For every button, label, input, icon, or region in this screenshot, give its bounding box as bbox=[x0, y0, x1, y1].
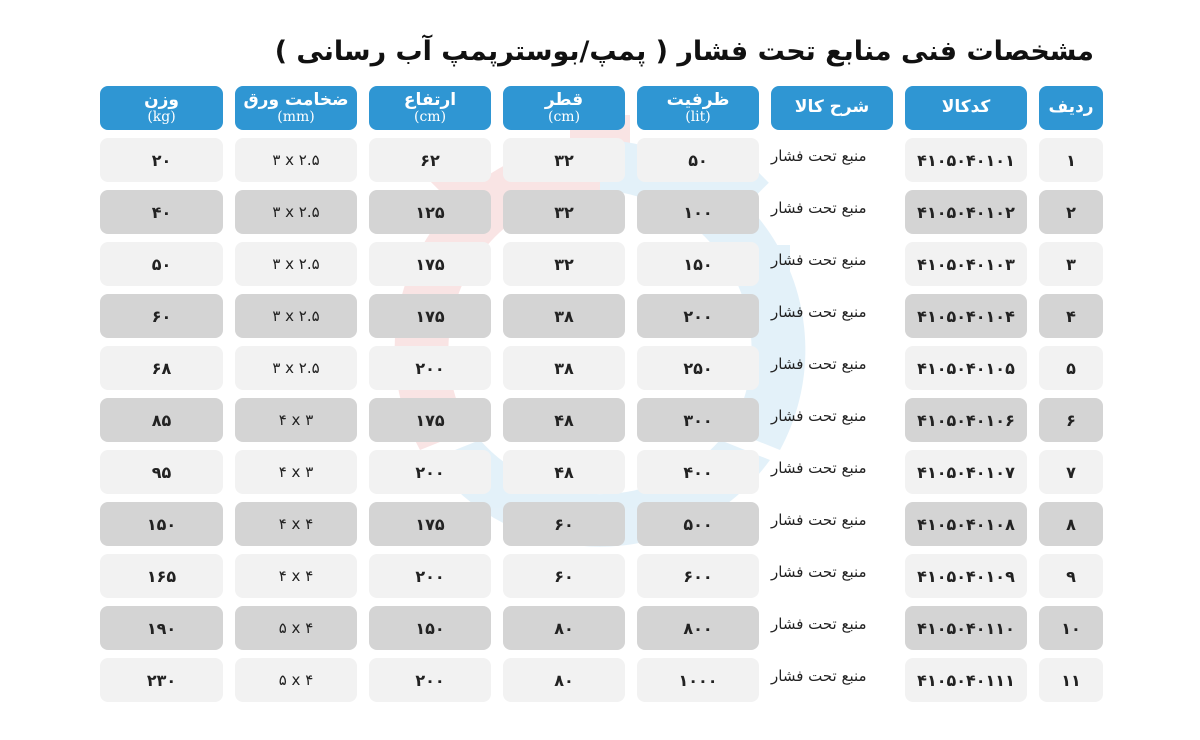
cell-weight: ۱۹۰ bbox=[100, 606, 223, 650]
header-label: قطر bbox=[544, 89, 584, 110]
cell-product-code: ۴۱۰۵۰۴۰۱۰۳ bbox=[905, 242, 1027, 286]
cell-diameter: ۳۲ bbox=[503, 242, 625, 286]
header-label: کدکالا bbox=[941, 97, 991, 118]
cell-height: ۲۰۰ bbox=[369, 346, 491, 390]
header-height bbox=[369, 86, 491, 130]
cell-row-number: ۱۱ bbox=[1039, 658, 1103, 702]
header-unit: (kg) bbox=[147, 108, 176, 125]
cell-product-code: ۴۱۰۵۰۴۰۱۰۱ bbox=[905, 138, 1027, 182]
header-label: ظرفیت bbox=[666, 89, 730, 110]
cell-height: ۱۲۵ bbox=[369, 190, 491, 234]
cell-height: ۲۰۰ bbox=[369, 450, 491, 494]
cell-row-number: ۳ bbox=[1039, 242, 1103, 286]
cell-product-code: ۴۱۰۵۰۴۰۱۰۷ bbox=[905, 450, 1027, 494]
cell-sheet-thickness: ۳ x ۲.۵ bbox=[235, 190, 357, 234]
cell-sheet-thickness: ۵ x ۴ bbox=[235, 606, 357, 650]
cell-product-code: ۴۱۰۵۰۴۰۱۰۸ bbox=[905, 502, 1027, 546]
cell-capacity: ۳۰۰ bbox=[637, 398, 759, 442]
cell-capacity: ۲۰۰ bbox=[637, 294, 759, 338]
cell-description: منبع تحت فشار bbox=[771, 459, 867, 477]
cell-row-number: ۲ bbox=[1039, 190, 1103, 234]
cell-product-code: ۴۱۰۵۰۴۰۱۰۴ bbox=[905, 294, 1027, 338]
cell-height: ۱۵۰ bbox=[369, 606, 491, 650]
cell-weight: ۲۳۰ bbox=[100, 658, 223, 702]
header-label: شرح کالا bbox=[794, 97, 870, 118]
page-title: مشخصات فنی منابع تحت فشار ( پمپ/بوسترپمپ آب رسانی ) bbox=[274, 36, 1094, 67]
cell-capacity: ۶۰۰ bbox=[637, 554, 759, 598]
cell-diameter: ۳۸ bbox=[503, 294, 625, 338]
cell-diameter: ۶۰ bbox=[503, 502, 625, 546]
cell-sheet-thickness: ۳ x ۲.۵ bbox=[235, 138, 357, 182]
cell-weight: ۵۰ bbox=[100, 242, 223, 286]
cell-description: منبع تحت فشار bbox=[771, 251, 867, 269]
header-label: ضخامت ورق bbox=[243, 89, 349, 110]
cell-description: منبع تحت فشار bbox=[771, 407, 867, 425]
cell-capacity: ۵۰ bbox=[637, 138, 759, 182]
cell-capacity: ۵۰۰ bbox=[637, 502, 759, 546]
header-unit: (mm) bbox=[277, 108, 315, 125]
cell-height: ۱۷۵ bbox=[369, 294, 491, 338]
cell-product-code: ۴۱۰۵۰۴۰۱۰۹ bbox=[905, 554, 1027, 598]
spec-table bbox=[100, 86, 1103, 702]
cell-capacity: ۴۰۰ bbox=[637, 450, 759, 494]
cell-row-number: ۷ bbox=[1039, 450, 1103, 494]
cell-sheet-thickness: ۴ x ۳ bbox=[235, 398, 357, 442]
cell-diameter: ۶۰ bbox=[503, 554, 625, 598]
cell-weight: ۱۶۵ bbox=[100, 554, 223, 598]
header-row-number bbox=[1039, 86, 1103, 130]
cell-diameter: ۸۰ bbox=[503, 658, 625, 702]
header-sheet-thickness bbox=[235, 86, 357, 130]
cell-height: ۱۷۵ bbox=[369, 242, 491, 286]
header-capacity bbox=[637, 86, 759, 130]
cell-diameter: ۳۲ bbox=[503, 190, 625, 234]
cell-diameter: ۳۸ bbox=[503, 346, 625, 390]
header-weight bbox=[100, 86, 223, 130]
header-label: ردیف bbox=[1048, 97, 1094, 118]
cell-description: منبع تحت فشار bbox=[771, 355, 867, 373]
cell-weight: ۹۵ bbox=[100, 450, 223, 494]
cell-height: ۲۰۰ bbox=[369, 658, 491, 702]
cell-description: منبع تحت فشار bbox=[771, 511, 867, 529]
cell-product-code: ۴۱۰۵۰۴۰۱۰۶ bbox=[905, 398, 1027, 442]
header-label: وزن bbox=[144, 89, 179, 110]
cell-weight: ۲۰ bbox=[100, 138, 223, 182]
cell-diameter: ۳۲ bbox=[503, 138, 625, 182]
header-unit: (cm) bbox=[413, 108, 447, 125]
cell-product-code: ۴۱۰۵۰۴۰۱۰۵ bbox=[905, 346, 1027, 390]
cell-capacity: ۸۰۰ bbox=[637, 606, 759, 650]
cell-weight: ۸۵ bbox=[100, 398, 223, 442]
header-label: ارتفاع bbox=[403, 89, 457, 110]
cell-height: ۶۲ bbox=[369, 138, 491, 182]
cell-weight: ۶۰ bbox=[100, 294, 223, 338]
cell-row-number: ۱۰ bbox=[1039, 606, 1103, 650]
cell-height: ۱۷۵ bbox=[369, 502, 491, 546]
cell-weight: ۶۸ bbox=[100, 346, 223, 390]
cell-diameter: ۸۰ bbox=[503, 606, 625, 650]
cell-description: منبع تحت فشار bbox=[771, 615, 867, 633]
cell-description: منبع تحت فشار bbox=[771, 303, 867, 321]
cell-diameter: ۴۸ bbox=[503, 398, 625, 442]
cell-row-number: ۵ bbox=[1039, 346, 1103, 390]
header-product-code bbox=[905, 86, 1027, 130]
cell-row-number: ۶ bbox=[1039, 398, 1103, 442]
cell-product-code: ۴۱۰۵۰۴۰۱۱۱ bbox=[905, 658, 1027, 702]
header-unit: (cm) bbox=[547, 108, 581, 125]
cell-description: منبع تحت فشار bbox=[771, 667, 867, 685]
cell-description: منبع تحت فشار bbox=[771, 199, 867, 217]
cell-row-number: ۹ bbox=[1039, 554, 1103, 598]
cell-sheet-thickness: ۳ x ۲.۵ bbox=[235, 242, 357, 286]
cell-row-number: ۸ bbox=[1039, 502, 1103, 546]
cell-capacity: ۲۵۰ bbox=[637, 346, 759, 390]
cell-sheet-thickness: ۵ x ۴ bbox=[235, 658, 357, 702]
cell-weight: ۴۰ bbox=[100, 190, 223, 234]
header-description bbox=[771, 86, 893, 130]
header-unit: (lit) bbox=[685, 108, 711, 125]
header-diameter bbox=[503, 86, 625, 130]
cell-height: ۲۰۰ bbox=[369, 554, 491, 598]
cell-sheet-thickness: ۳ x ۲.۵ bbox=[235, 294, 357, 338]
cell-diameter: ۴۸ bbox=[503, 450, 625, 494]
cell-capacity: ۱۰۰ bbox=[637, 190, 759, 234]
cell-capacity: ۱۵۰ bbox=[637, 242, 759, 286]
cell-description: منبع تحت فشار bbox=[771, 147, 867, 165]
cell-capacity: ۱۰۰۰ bbox=[637, 658, 759, 702]
cell-sheet-thickness: ۴ x ۴ bbox=[235, 502, 357, 546]
cell-sheet-thickness: ۴ x ۴ bbox=[235, 554, 357, 598]
cell-row-number: ۴ bbox=[1039, 294, 1103, 338]
cell-height: ۱۷۵ bbox=[369, 398, 491, 442]
cell-sheet-thickness: ۴ x ۳ bbox=[235, 450, 357, 494]
cell-description: منبع تحت فشار bbox=[771, 563, 867, 581]
cell-sheet-thickness: ۳ x ۲.۵ bbox=[235, 346, 357, 390]
cell-weight: ۱۵۰ bbox=[100, 502, 223, 546]
cell-product-code: ۴۱۰۵۰۴۰۱۱۰ bbox=[905, 606, 1027, 650]
cell-product-code: ۴۱۰۵۰۴۰۱۰۲ bbox=[905, 190, 1027, 234]
cell-row-number: ۱ bbox=[1039, 138, 1103, 182]
